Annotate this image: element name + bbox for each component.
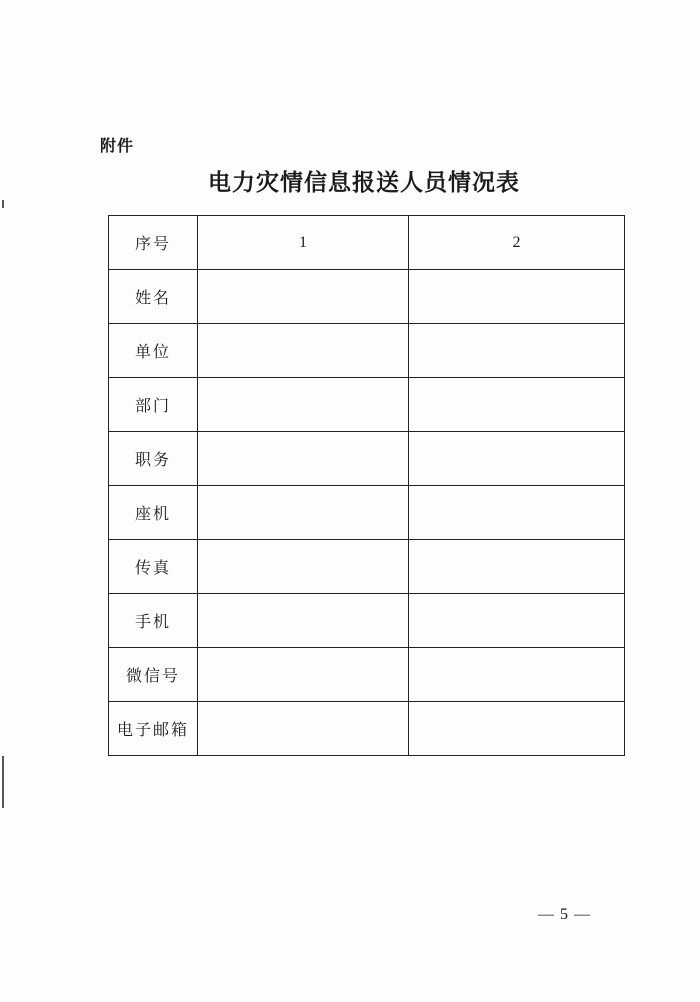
cell-position-1[interactable] bbox=[198, 432, 409, 486]
scan-edge-mark bbox=[2, 756, 4, 808]
row-label-name: 姓名 bbox=[109, 270, 198, 324]
row-label-landline: 座机 bbox=[109, 486, 198, 540]
row-label-wechat: 微信号 bbox=[109, 648, 198, 702]
cell-wechat-2[interactable] bbox=[409, 648, 625, 702]
cell-fax-2[interactable] bbox=[409, 540, 625, 594]
cell-mobile-1[interactable] bbox=[198, 594, 409, 648]
table-header-row bbox=[109, 216, 625, 270]
table-row bbox=[109, 432, 625, 486]
cell-name-1[interactable] bbox=[198, 270, 409, 324]
cell-email-2[interactable] bbox=[409, 702, 625, 756]
cell-landline-1[interactable] bbox=[198, 486, 409, 540]
cell-organization-2[interactable] bbox=[409, 324, 625, 378]
table-row bbox=[109, 648, 625, 702]
header-col-2: 2 bbox=[409, 216, 625, 270]
cell-organization-1[interactable] bbox=[198, 324, 409, 378]
table-row bbox=[109, 540, 625, 594]
table-row bbox=[109, 702, 625, 756]
page-number: — 5 — bbox=[538, 906, 591, 923]
header-col-1: 1 bbox=[198, 216, 409, 270]
table-row bbox=[109, 324, 625, 378]
table-row bbox=[109, 486, 625, 540]
cell-email-1[interactable] bbox=[198, 702, 409, 756]
personnel-info-table bbox=[108, 215, 625, 756]
cell-department-2[interactable] bbox=[409, 378, 625, 432]
scan-edge-mark bbox=[2, 200, 4, 208]
row-label-mobile: 手机 bbox=[109, 594, 198, 648]
row-label-fax: 传真 bbox=[109, 540, 198, 594]
cell-fax-1[interactable] bbox=[198, 540, 409, 594]
table-row bbox=[109, 594, 625, 648]
row-label-position: 职务 bbox=[109, 432, 198, 486]
cell-wechat-1[interactable] bbox=[198, 648, 409, 702]
row-label-department: 部门 bbox=[109, 378, 198, 432]
header-label-cell: 序号 bbox=[109, 216, 198, 270]
page-title: 电力灾情信息报送人员情况表 bbox=[208, 169, 520, 196]
cell-mobile-2[interactable] bbox=[409, 594, 625, 648]
cell-landline-2[interactable] bbox=[409, 486, 625, 540]
cell-name-2[interactable] bbox=[409, 270, 625, 324]
table-row bbox=[109, 378, 625, 432]
attachment-label: 附件 bbox=[100, 136, 135, 155]
cell-position-2[interactable] bbox=[409, 432, 625, 486]
row-label-email: 电子邮箱 bbox=[109, 702, 198, 756]
table-row bbox=[109, 270, 625, 324]
row-label-organization: 单位 bbox=[109, 324, 198, 378]
cell-department-1[interactable] bbox=[198, 378, 409, 432]
